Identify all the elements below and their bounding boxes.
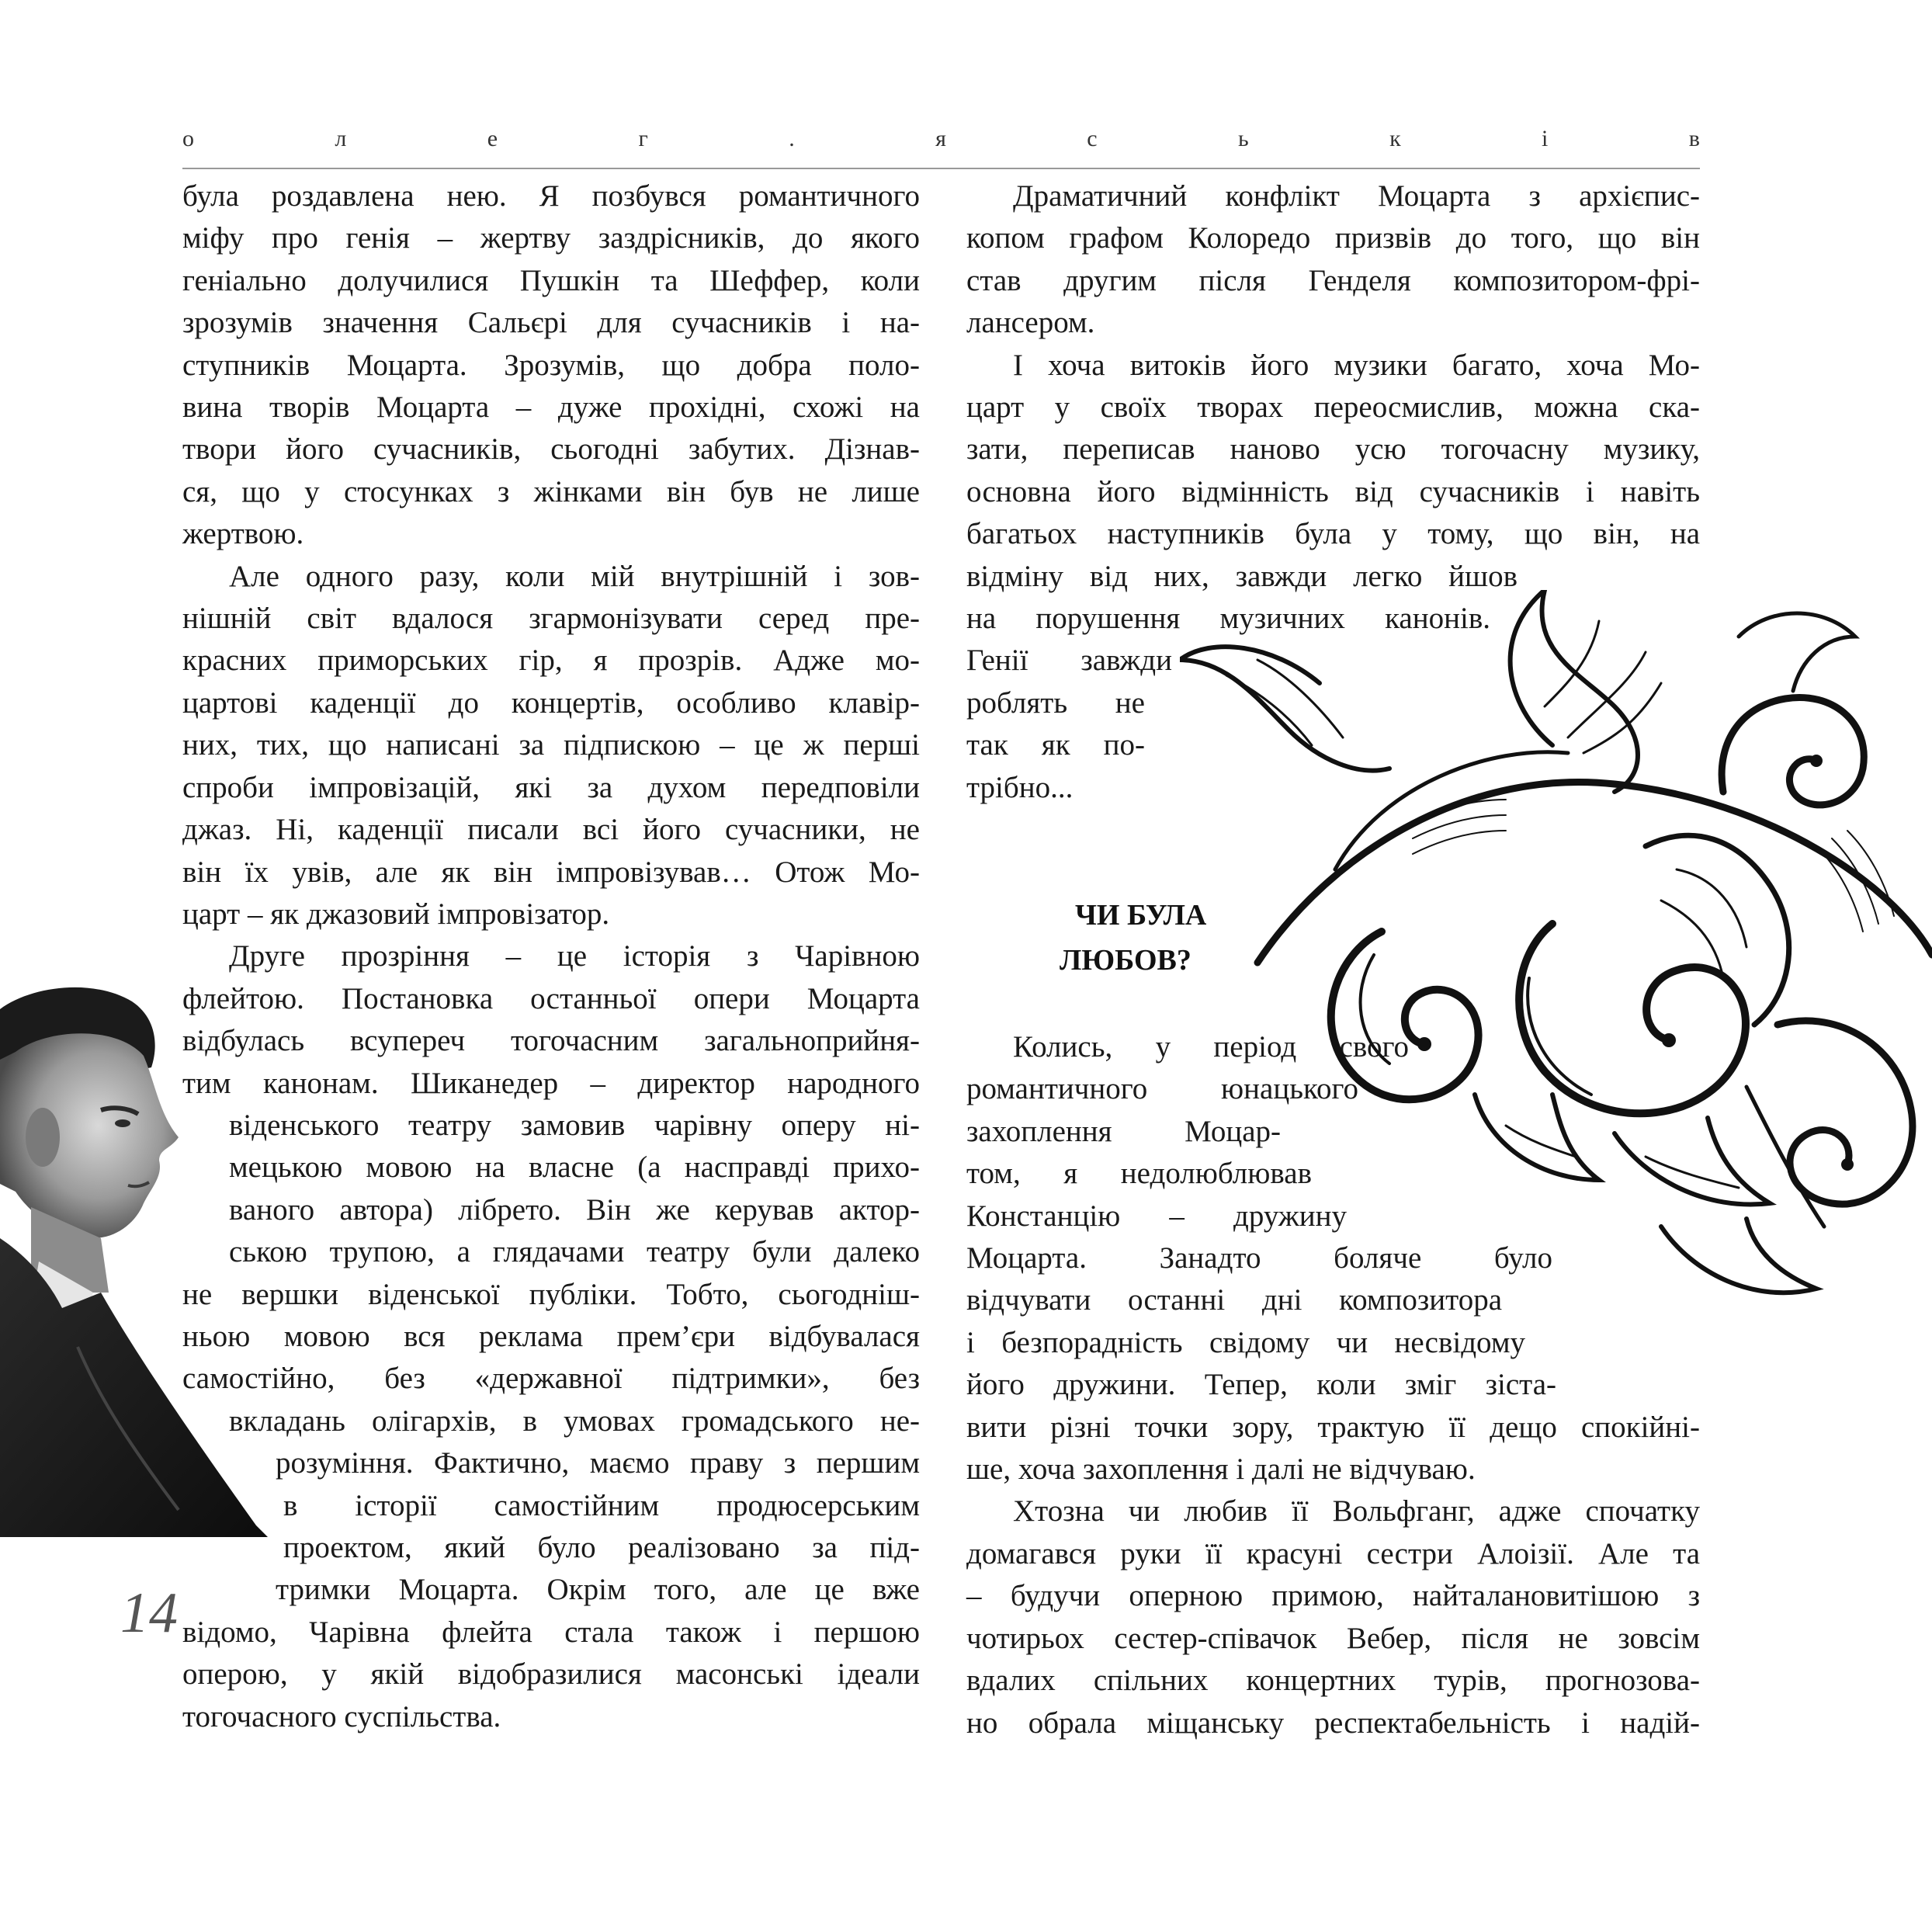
text-line: ся, що у стосунках з жінками він був не лише xyxy=(182,474,920,508)
header-letter: о xyxy=(182,126,194,151)
text-line: джаз. Ні, каденції писали всі його сучасники, не xyxy=(182,813,920,847)
text-line: тим канонам. Шиканедер – директор народного xyxy=(182,1066,920,1100)
text-line: Драматичний конфлікт Моцарта з архієпис- xyxy=(1013,179,1700,213)
header-letter: с xyxy=(1087,126,1098,151)
header-letter: е xyxy=(487,126,498,151)
heading-line: ЛЮБОВ? xyxy=(1060,944,1191,977)
header-letter: я xyxy=(935,126,946,151)
text-line: копом графом Колоредо призвів до того, що він xyxy=(966,221,1700,255)
text-line: лансером. xyxy=(966,306,1095,340)
text-line: став другим після Генделя композитором-фрі- xyxy=(966,263,1700,297)
text-line: ською трупою, а глядачами театру були далеко xyxy=(229,1235,920,1269)
text-line: він їх увів, але як він імпровізував… Отож Мо- xyxy=(182,855,920,889)
text-line: проектом, який було реалізовано за під- xyxy=(283,1531,920,1564)
text-line: ньою мовою вся реклама прем’єри відбувалася xyxy=(182,1319,920,1353)
text-line: міфу про генія – жертву заздрісників, до якого xyxy=(182,221,920,255)
text-line: чотирьох сестер-співачок Вебер, після не зовсім xyxy=(966,1621,1700,1655)
text-line: том, я недолюблював xyxy=(966,1157,1312,1191)
text-line: геніально долучилися Пушкін та Шеффер, коли xyxy=(182,263,920,297)
text-line: вдалих спільних концертних турів, прогнозова- xyxy=(966,1664,1700,1698)
header-letter: к xyxy=(1389,126,1401,151)
heading-line: ЧИ БУЛА xyxy=(1075,899,1207,932)
text-line: жертвою. xyxy=(182,517,304,551)
text-line: його дружини. Тепер, коли зміг зіста- xyxy=(966,1368,1556,1402)
header-rule xyxy=(182,168,1700,169)
text-line: вина творів Моцарта – дуже прохідні, схожі на xyxy=(182,390,920,425)
text-line: роблять не xyxy=(966,685,1145,720)
header-letter: л xyxy=(335,126,347,151)
text-line: основна його відмінність від сучасників і навіть xyxy=(966,474,1700,508)
text-line: не вершки віденської публіки. Тобто, сьогоднiш- xyxy=(182,1277,920,1311)
text-line: ше, хоча захоплення і далі не відчуваю. xyxy=(966,1452,1476,1487)
text-line: відбулась всупереч тогочасним загальноприйня- xyxy=(182,1024,920,1058)
text-line: красних приморських гір, я прозрів. Адже мо- xyxy=(182,644,920,678)
text-line: зати, переписав наново усю тогочасну музику, xyxy=(966,432,1700,467)
text-line: була роздавлена нею. Я позбувся романтичного xyxy=(182,179,920,213)
text-line: ваного автора) лібрето. Він же керував актор- xyxy=(229,1192,920,1227)
text-line: вити різні точки зору, трактую її дещо спокійні- xyxy=(966,1410,1700,1444)
text-line: Але одного разу, коли мій внутрішній і зов- xyxy=(229,559,920,593)
text-line: Хтозна чи любив її Вольфганг, адже спочатку xyxy=(1013,1494,1700,1529)
text-line: на порушення музичних канонів. xyxy=(966,602,1490,636)
text-line: самостійно, без «державної підтримки», без xyxy=(182,1362,920,1396)
text-line: і безпорадність свідому чи несвідому xyxy=(966,1325,1525,1359)
text-line: – будучи оперною примою, найталановитішою з xyxy=(966,1579,1700,1613)
page-number: 14 xyxy=(120,1581,178,1645)
text-line: твори його сучасників, сьогодні забутих. Дізнав- xyxy=(182,432,920,467)
text-line: царт – як джазовий імпровізатор. xyxy=(182,897,610,931)
text-line: відчувати останні дні композитора xyxy=(966,1283,1502,1317)
text-line: спроби імпровізацій, які за духом передповіли xyxy=(182,770,920,804)
text-line: флейтою. Постановка останньої опери Моцарта xyxy=(182,981,920,1015)
text-line: оперою, у якій відобразилися масонські ідеали xyxy=(182,1657,920,1692)
text-line: романтичного юнацького xyxy=(966,1072,1358,1106)
text-line: мецькою мовою на власне (а насправді прихо- xyxy=(229,1150,920,1185)
header-letter: в xyxy=(1688,126,1700,151)
text-line: нішній світ вдалося згармонізувати серед пре- xyxy=(182,602,920,636)
text-line: них, тих, що написані за підпискою – це ж перші xyxy=(182,728,920,762)
text-line: но обрала міщанську респектабельність і надій- xyxy=(966,1706,1700,1740)
left-text-column xyxy=(182,175,920,1738)
text-line: Моцарта. Занадто боляче було xyxy=(966,1241,1552,1275)
portrait-photo xyxy=(0,982,268,1537)
text-line: царт у своїх творах переосмислив, можна ска- xyxy=(966,390,1700,425)
text-line: Колись, у період свого xyxy=(1013,1030,1409,1064)
header-letter: г xyxy=(638,126,648,151)
running-header xyxy=(182,126,1700,152)
text-line: віденського театру замовив чарівну оперу ні- xyxy=(229,1108,920,1142)
text-line: відомо, Чарівна флейта стала також і першою xyxy=(182,1615,920,1649)
text-line: зрозумів значення Сальєрі для сучасників і на- xyxy=(182,306,920,340)
text-line: домагався руки її красуні сестри Алоізії. Але та xyxy=(966,1536,1700,1570)
text-line: ступників Моцарта. Зрозумів, що добра поло- xyxy=(182,348,920,382)
text-line: в історії самостійним продюсерським xyxy=(283,1488,920,1522)
text-line: так як по- xyxy=(966,728,1145,762)
text-line: Генії завжди xyxy=(966,644,1172,678)
text-line: І хоча витоків його музики багато, хоча Мо- xyxy=(1013,348,1700,382)
text-line: вкладань олігархів, в умовах громадського не- xyxy=(229,1404,920,1438)
text-line: Констанцію – дружину xyxy=(966,1199,1347,1233)
text-line: Друге прозріння – це історія з Чарівною xyxy=(229,939,920,973)
text-line: відміну від них, завжди легко йшов xyxy=(966,559,1518,593)
header-letter: ь xyxy=(1238,126,1249,151)
text-line: трібно... xyxy=(966,770,1074,804)
text-line: багатьох наступників була у тому, що він, на xyxy=(966,517,1700,551)
text-line: тогочасного суспільства. xyxy=(182,1699,501,1733)
baroque-ornament-illustration xyxy=(1180,590,1932,1327)
text-line: цартові каденції до концертів, особливо клавір- xyxy=(182,685,920,720)
text-line: тримки Моцарта. Окрім того, але це вже xyxy=(276,1573,920,1607)
text-line: розуміння. Фактично, маємо праву з першим xyxy=(276,1446,920,1480)
text-line: захоплення Моцар- xyxy=(966,1114,1281,1148)
header-letter: . xyxy=(789,126,795,151)
header-letter: і xyxy=(1542,126,1549,151)
